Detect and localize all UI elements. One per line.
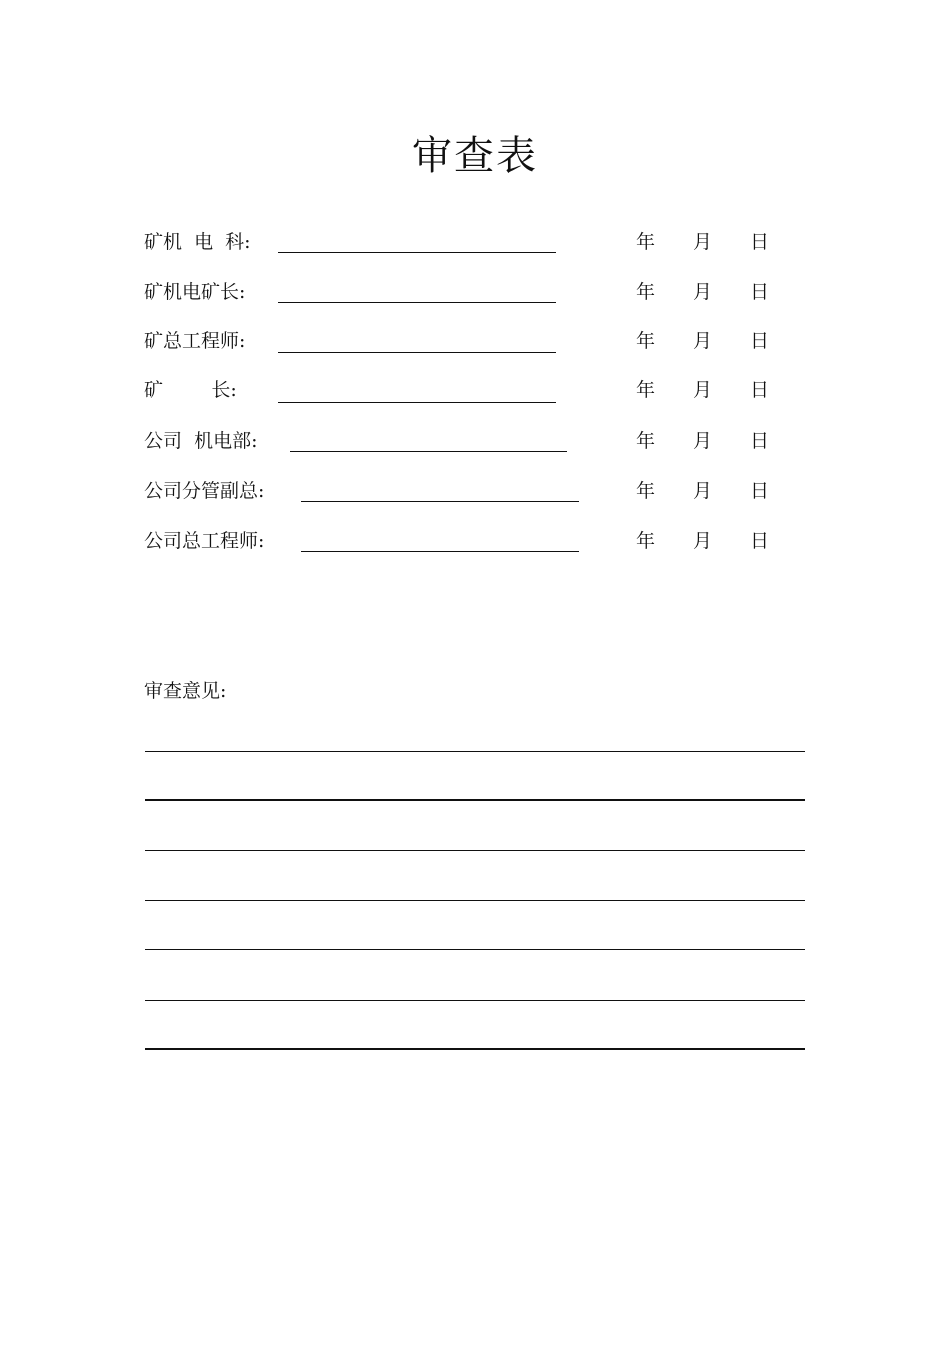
- date-month-label: 月: [693, 231, 713, 253]
- date-month-label: 月: [693, 480, 713, 502]
- opinion-writing-line: [145, 949, 805, 950]
- date-year-label: 年: [636, 530, 656, 552]
- signature-row-company-deputy-general-manager: [0, 476, 950, 506]
- date-year-label: 年: [636, 231, 656, 253]
- opinion-writing-line: [145, 900, 805, 901]
- signature-row-mine-chief-engineer: [0, 326, 950, 356]
- date-year-label: 年: [636, 379, 656, 401]
- date-month-label: 月: [693, 530, 713, 552]
- date-day-label: 日: [750, 330, 770, 352]
- signature-row-mine-electromechanical-head: [0, 277, 950, 307]
- page-title: 审查表: [412, 133, 538, 179]
- signature-row-company-chief-engineer: [0, 526, 950, 556]
- date-year-label: 年: [636, 281, 656, 303]
- signature-row-mine-electromechanical-dept: [0, 227, 950, 257]
- signature-label: 公司总工程师:: [144, 530, 265, 552]
- date-year-label: 年: [636, 330, 656, 352]
- date-day-label: 日: [750, 430, 770, 452]
- date-year-label: 年: [636, 480, 656, 502]
- date-month-label: 月: [693, 379, 713, 401]
- date-day-label: 日: [750, 530, 770, 552]
- date-day-label: 日: [750, 379, 770, 401]
- signature-label: 公司 机电部:: [144, 430, 258, 452]
- signature-line: [278, 252, 556, 253]
- signature-label: 矿 长:: [144, 379, 237, 401]
- signature-line: [278, 302, 556, 303]
- date-day-label: 日: [750, 480, 770, 502]
- date-month-label: 月: [693, 430, 713, 452]
- signature-label: 矿总工程师:: [144, 330, 246, 352]
- opinion-writing-line: [145, 1048, 805, 1050]
- signature-line: [278, 352, 556, 353]
- opinion-writing-line: [145, 850, 805, 851]
- date-month-label: 月: [693, 281, 713, 303]
- date-day-label: 日: [750, 281, 770, 303]
- signature-line: [301, 501, 579, 502]
- signature-row-company-electromechanical-dept: [0, 426, 950, 456]
- signature-label: 矿机电矿长:: [144, 281, 246, 303]
- opinion-label: 审查意见:: [144, 680, 227, 702]
- date-month-label: 月: [693, 330, 713, 352]
- date-year-label: 年: [636, 430, 656, 452]
- signature-line: [290, 451, 567, 452]
- opinion-writing-line: [145, 799, 805, 801]
- signature-line: [301, 551, 579, 552]
- signature-row-mine-director: [0, 375, 950, 405]
- opinion-writing-line: [145, 1000, 805, 1001]
- date-day-label: 日: [750, 231, 770, 253]
- signature-line: [278, 402, 556, 403]
- signature-label: 公司分管副总:: [144, 480, 265, 502]
- opinion-writing-line: [145, 751, 805, 752]
- signature-label: 矿机 电 科:: [144, 231, 251, 253]
